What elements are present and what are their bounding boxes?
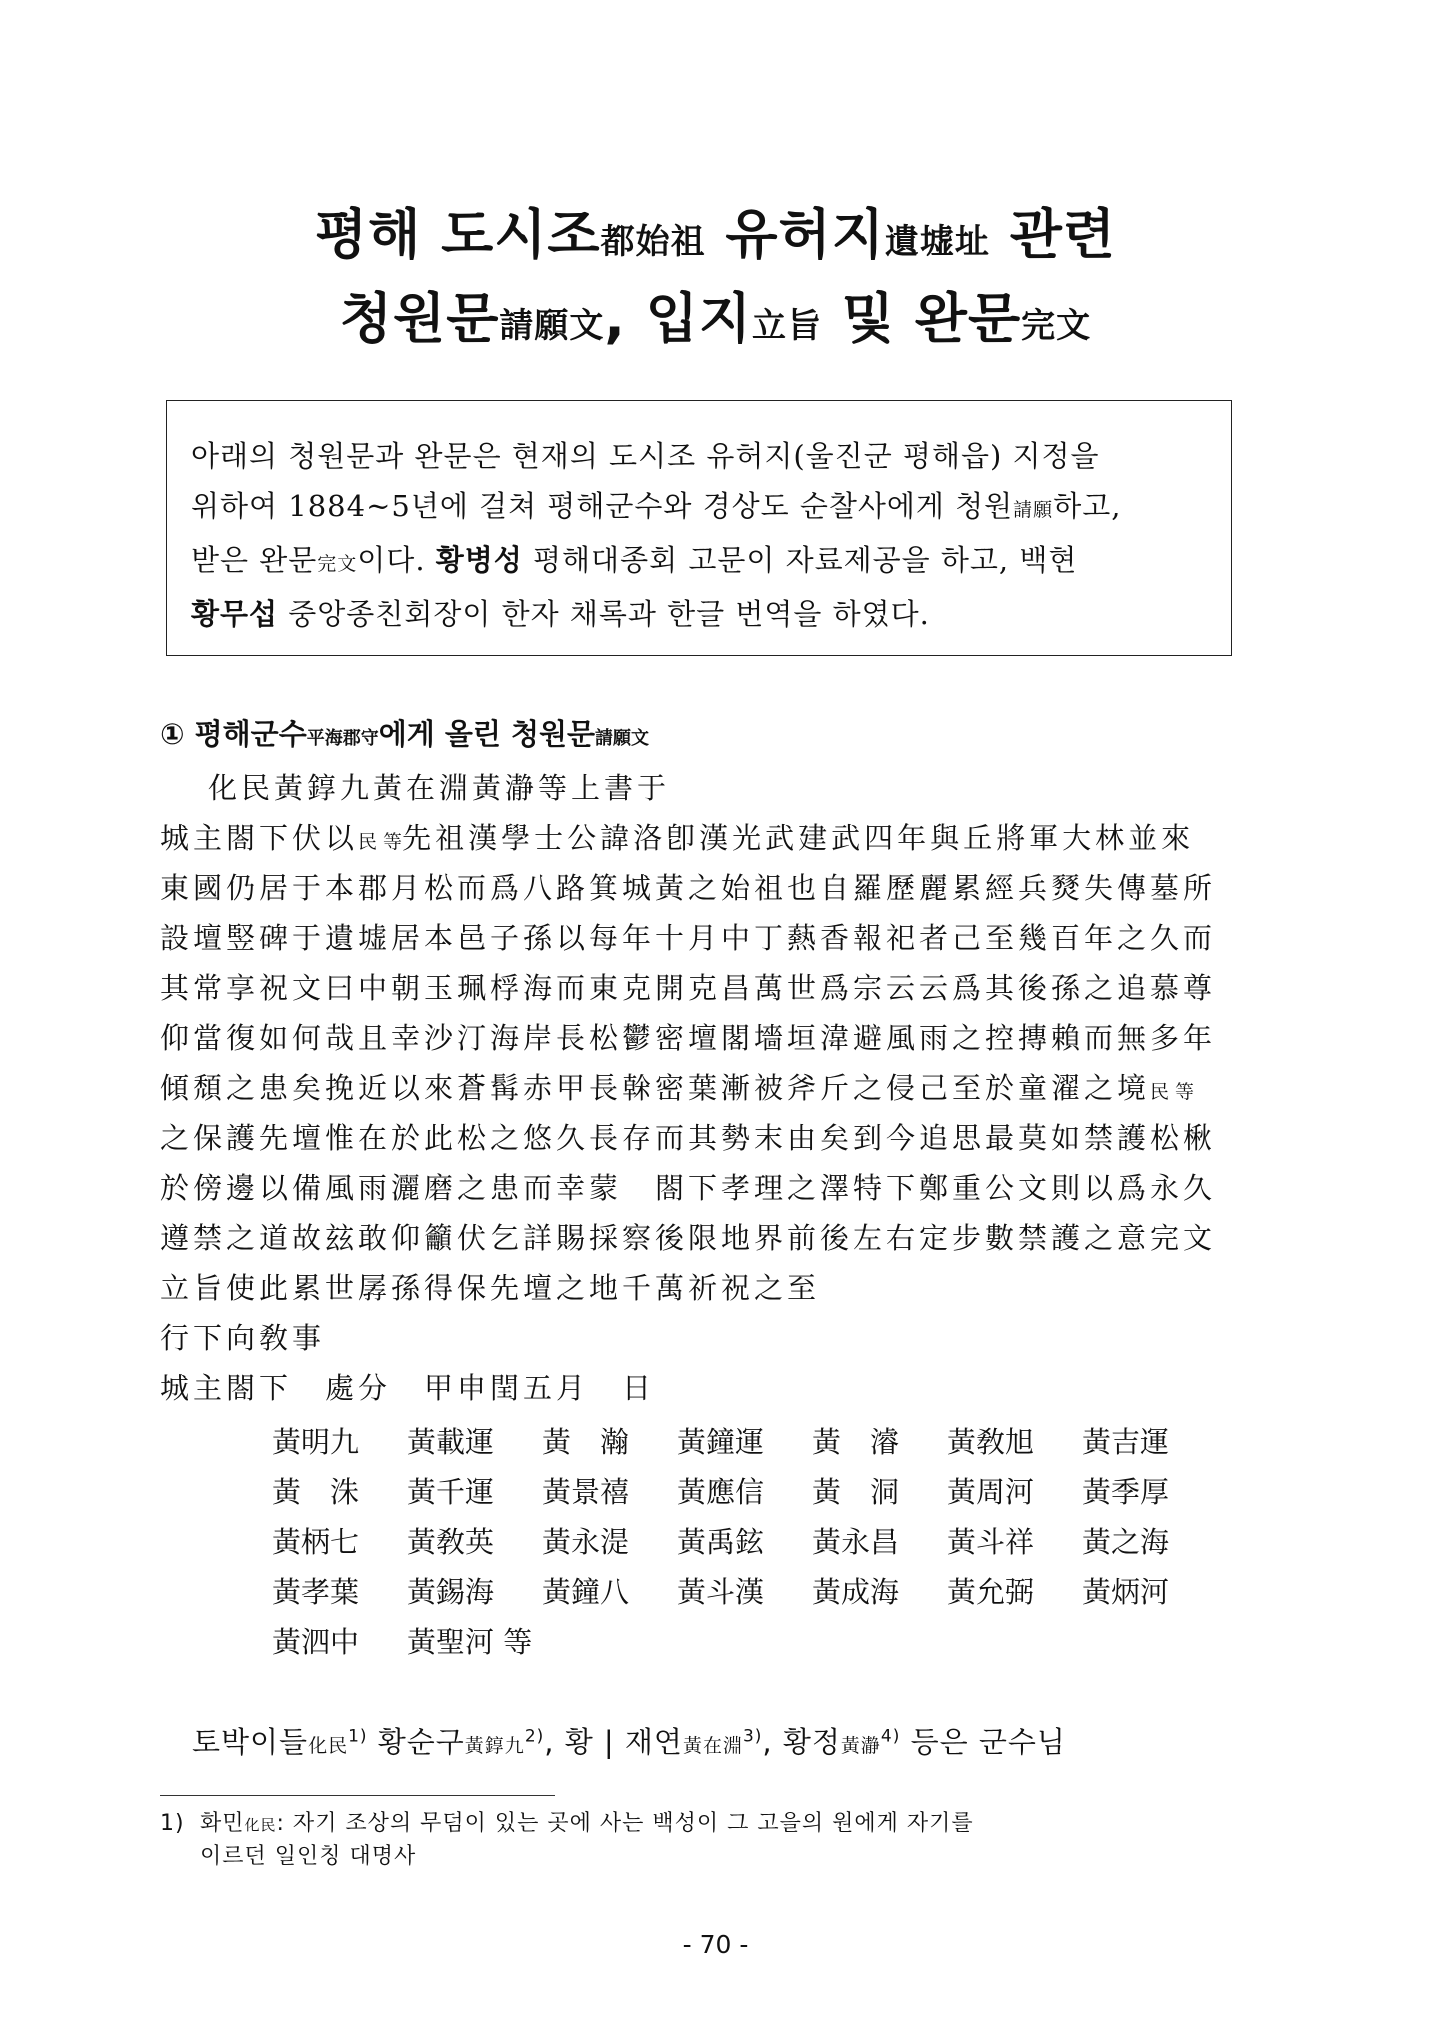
translation-line: 토박이들化民$^{1)}$ 황순구黃錞九$^{2)}$, 황 | 재연黃在淵$^{3)}$, 황정黃瀞$^{4)}$ 등은 군수님: [192, 1725, 1066, 1759]
name-cell: 黃斗漢: [677, 1575, 765, 1609]
classical-line-3: 東國仍居于本郡月松而爲八路箕城黃之始祖也自羅歷麗累經兵燹失傳墓所: [160, 871, 1217, 905]
classical-line-6: 仰當復如何哉且幸沙汀海岸長松鬱密壇閣墻垣湋避風雨之控摶賴而無多年: [160, 1021, 1217, 1055]
name-cell: 黃永昌: [812, 1525, 900, 1559]
title-line-2: 청원문請願文, 입지立旨 및 완문完文: [339, 287, 1092, 350]
signatory-names: [272, 1420, 1217, 1670]
name-cell: 黃景禧: [542, 1475, 630, 1509]
footnote-divider: [160, 1795, 555, 1796]
name-row: [272, 1470, 1217, 1520]
name-cell: 黃吉運: [1082, 1425, 1170, 1459]
classical-line-4: 設壇竪碑于遺墟居本邑子孫以每年十月中丁爇香報祀者己至幾百年之久而: [160, 921, 1217, 955]
name-cell: 黃錫海: [407, 1575, 495, 1609]
classical-line-1: 化民黃錞九黃在淵黃瀞等上書于: [208, 771, 671, 805]
name-cell: 黃鐘運: [677, 1425, 765, 1459]
name-cell: 黃之海: [1082, 1525, 1170, 1559]
name-cell: 黃允弼: [947, 1575, 1035, 1609]
name-cell: 黃成海: [812, 1575, 900, 1609]
name-cell: 黃禹鉉: [677, 1525, 765, 1559]
name-row: [272, 1570, 1217, 1620]
classical-line-8: 之保護先壇惟在於此松之悠久長存而其勢末由矣到今追思最莫如禁護松楸: [160, 1121, 1217, 1155]
name-row: [272, 1520, 1217, 1570]
footnote: 1) 화민化民: 자기 조상의 무덤이 있는 곳에 사는 백성이 그 고을의 원에게 자기를 이르던 일인칭 대명사: [160, 1811, 974, 1869]
name-cell: 黃 洞: [812, 1475, 900, 1509]
name-row: [272, 1620, 1217, 1670]
name-cell: 黃明九: [272, 1425, 360, 1459]
name-cell: 黃鐘八: [542, 1575, 630, 1609]
page-number: - 70 -: [682, 1930, 749, 1959]
name-cell: 黃周河: [947, 1475, 1035, 1509]
name-cell: 黃應信: [677, 1475, 765, 1509]
name-cell: 黃炳河: [1082, 1575, 1170, 1609]
title-line-1: 평해 도시조都始祖 유허지遺墟址 관련: [314, 203, 1117, 266]
classical-line-12: 行下向敎事: [160, 1321, 326, 1355]
name-cell: 黃孝葉: [272, 1575, 360, 1609]
name-cell: 黃柄七: [272, 1525, 360, 1559]
name-cell: 黃敎英: [407, 1525, 495, 1559]
name-cell: 黃斗祥: [947, 1525, 1035, 1559]
classical-line-7: 傾頹之患矣挽近以來蒼髯赤甲長榦密葉漸被斧斤之侵己至於童濯之境民 等: [160, 1071, 1195, 1105]
classical-line-5: 其常享祝文曰中朝玉珮桴海而東克開克昌萬世爲宗云云爲其後孫之追慕尊: [160, 971, 1217, 1005]
classical-line-9: 於傍邊以備風雨灑磨之患而幸蒙 閤下孝理之澤特下鄭重公文則以爲永久: [160, 1171, 1217, 1205]
classical-line-2: 城主閤下伏以民 等先祖漢學士公諱洛卽漢光武建武四年與丘將軍大林並來: [160, 821, 1195, 855]
name-cell: 黃千運: [407, 1475, 495, 1509]
name-cell: 黃聖河 等: [407, 1625, 533, 1659]
name-cell: 黃泗中: [272, 1625, 360, 1659]
name-row: [272, 1420, 1217, 1470]
name-cell: 黃載運: [407, 1425, 495, 1459]
classical-line-10: 遵禁之道故玆敢仰籲伏乞詳賜採察後限地界前後左右定步數禁護之意完文: [160, 1221, 1217, 1255]
section-heading: ① 평해군수平海郡守에게 올린 청원문請願文: [160, 717, 650, 751]
name-cell: 黃永湜: [542, 1525, 630, 1559]
classical-line-11: 立旨使此累世孱孫得保先壇之地千萬祈祝之至: [160, 1271, 821, 1305]
intro-paragraph: 아래의 청원문과 완문은 현재의 도시조 유허지(울진군 평해읍) 지정을 위하여 1884~5년에 걸쳐 평해군수와 경상도 순찰사에게 청원請願하고, 받은 완문完文이다. 황병성 평해대종회 고문이 자료제공을 하고, 백현 황무섭 중앙종친회장이 한자 채록과 한글 번역을 하였다.: [191, 439, 1122, 631]
classical-line-13: 城主閤下 處分 甲申閏五月 日: [160, 1371, 656, 1405]
name-cell: 黃季厚: [1082, 1475, 1170, 1509]
intro-box: [166, 400, 1232, 656]
name-cell: 黃 瀚: [542, 1425, 630, 1459]
name-cell: 黃 洙: [272, 1475, 360, 1509]
name-cell: 黃 濬: [812, 1425, 900, 1459]
name-cell: 黃敎旭: [947, 1425, 1035, 1459]
